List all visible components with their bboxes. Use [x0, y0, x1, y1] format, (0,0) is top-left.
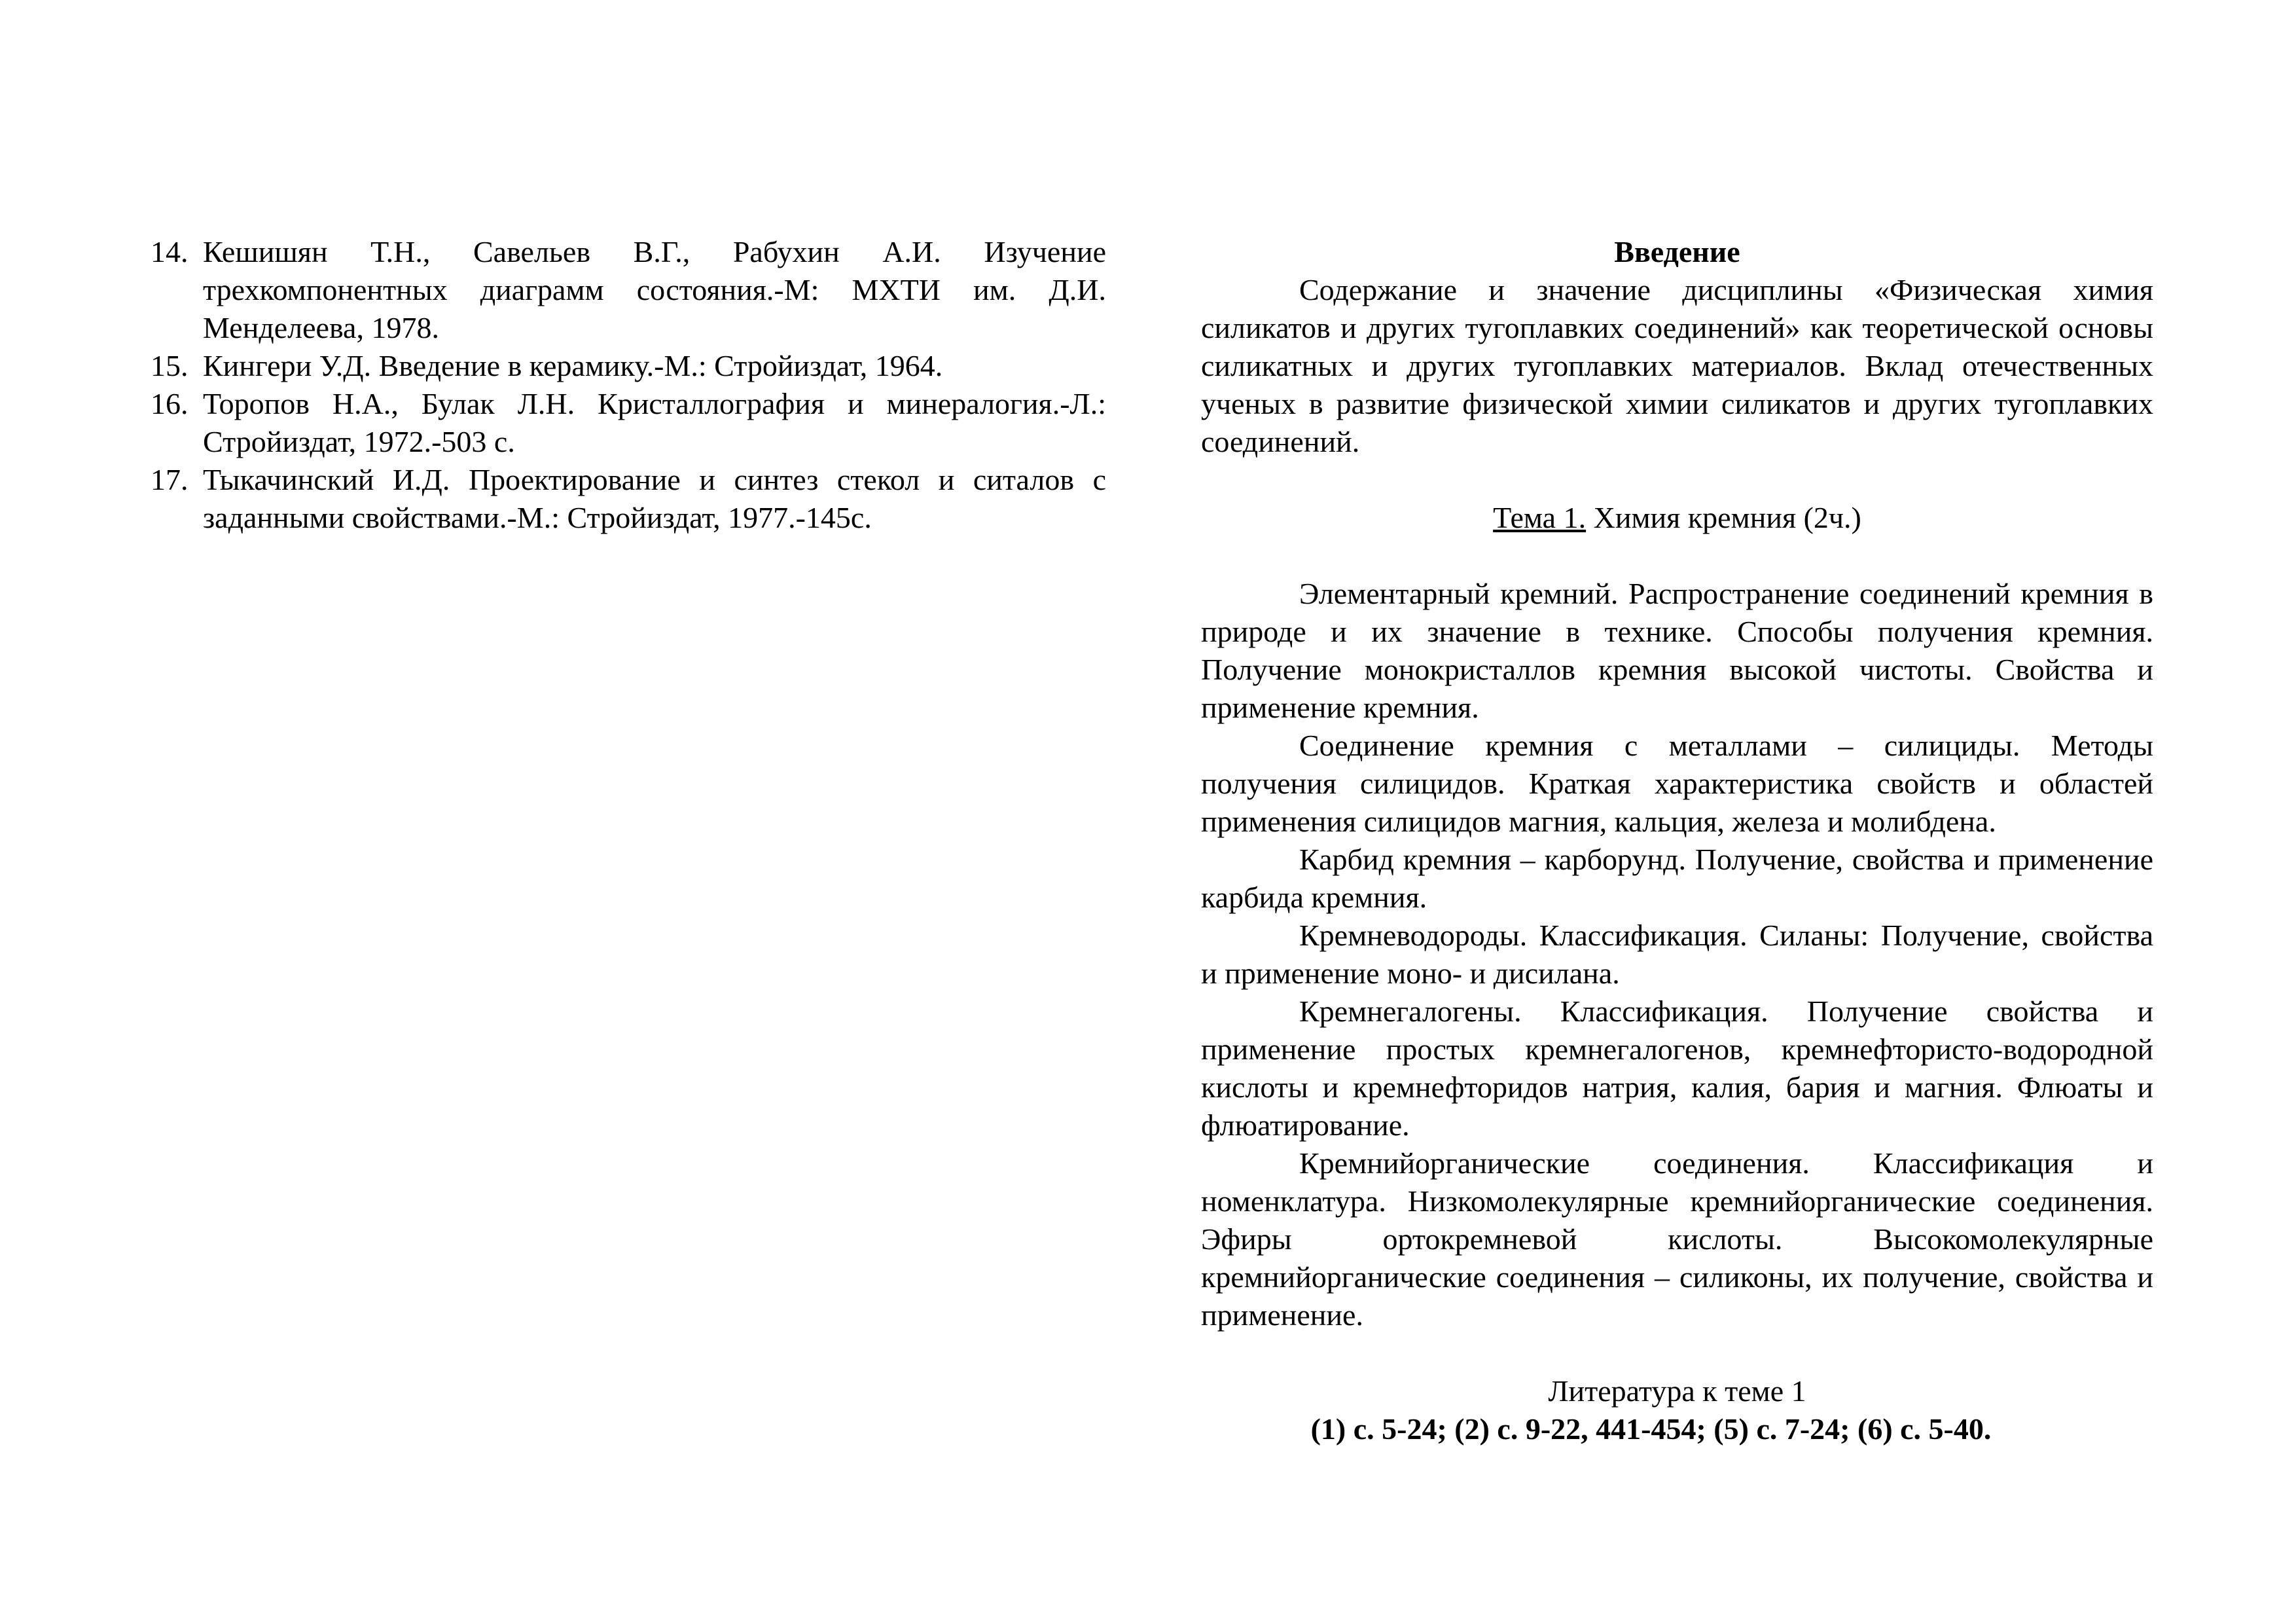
topic-paragraph: Элементарный кремний. Распространение соединений кремния в природе и их значение в технике. Способы получения кремния. Получение монокристаллов кремния высокой чистоты. Свойства и применение кремния. [1201, 577, 2153, 724]
reference-item [151, 461, 1106, 537]
reference-text: Торопов Н.А., Булак Л.Н. Кристаллография и минералогия.-Л.: Стройиздат, 1972.-503 с. [203, 387, 1106, 458]
literature-references: (1) с. 5-24; (2) с. 9-22, 441-454; (5) с. 7-24; (6) с. 5-40. [1310, 1412, 1992, 1446]
reference-list [151, 233, 1106, 537]
topic-heading [1201, 499, 2153, 537]
reference-number: 15. [151, 349, 188, 382]
topic-paragraph: Карбид кремния – карборунд. Получение, свойства и применение карбида кремния. [1201, 843, 2153, 914]
topic-paragraph: Кремнегалогены. Классификация. Получение свойства и применение простых кремнегалогенов, кремнефтористо-водородной кислоты и кремнефторидов натрия, калия, бария и магния. Флюаты и флюатирование. [1201, 994, 2153, 1142]
reference-text: Тыкачинский И.Д. Проектирование и синтез стекол и ситалов с заданными свойствами.-М.: Стройиздат, 1977.-145с. [203, 463, 1106, 534]
reference-number: 14. [151, 235, 188, 268]
reference-text: Кешишян Т.Н., Савельев В.Г., Рабухин А.И. Изучение трехкомпонентных диаграмм состояния.-М: МХТИ им. Д.И. Менделеева, 1978. [203, 235, 1106, 344]
right-column [1201, 233, 2153, 1448]
topic-paragraph: Кремневодороды. Классификация. Силаны: Получение, свойства и применение моно- и дисилана. [1201, 919, 2153, 990]
reference-number: 17. [151, 463, 188, 496]
reference-number: 16. [151, 387, 188, 420]
topic-paragraph: Соединение кремния с металлами – силициды. Методы получения силицидов. Краткая характеристика свойств и областей применения силицидов магния, кальция, железа и молибдена. [1201, 729, 2153, 838]
topic-title: Химия кремния (2ч.) [1586, 501, 1861, 534]
intro-text: Содержание и значение дисциплины «Физическая химия силикатов и других тугоплавких соединений» как теоретической основы силикатных и других тугоплавких материалов. Вклад отечественных ученых в развитие физической химии силикатов и других тугоплавких соединений. [1201, 273, 2153, 458]
reference-item [151, 385, 1106, 461]
topic-paragraph: Кремнийорганические соединения. Классификация и номенклатура. Низкомолекулярные кремнийорганические соединения. Эфиры ортокремневой кислоты. Высокомолекулярные кремнийорганические соединения – силиконы, их получение, свойства и применение. [1201, 1146, 2153, 1332]
literature-title: Литература к теме 1 [1548, 1374, 1806, 1408]
reference-text: Кингери У.Д. Введение в керамику.-М.: Стройиздат, 1964. [203, 349, 943, 382]
intro-title: Введение [1614, 235, 1740, 268]
topic-label: Тема 1. [1493, 501, 1587, 534]
reference-item [151, 347, 1106, 385]
reference-item [151, 233, 1106, 347]
left-column [151, 233, 1106, 537]
